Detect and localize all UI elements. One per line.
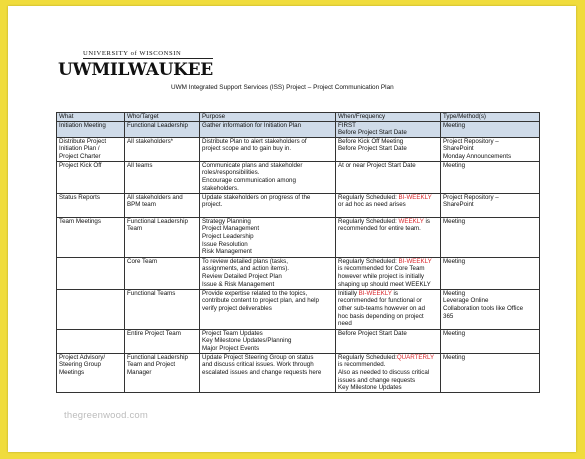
table-row-initiation <box>57 121 540 137</box>
cell-type <box>441 137 540 161</box>
table-row <box>57 137 540 161</box>
cell-type: Meeting <box>441 121 540 137</box>
cell-line: Provide expertise related to the topics, <box>202 289 308 297</box>
cell-line: At or near Project Start Date <box>338 161 416 169</box>
cell-type <box>441 193 540 217</box>
document-title: UWM Integrated Support Services (ISS) Project – Project Communication Plan <box>171 84 394 91</box>
cell-line: shaping up should meet WEEKLY <box>338 280 431 288</box>
cell-what <box>57 217 125 257</box>
cell-line: Also as needed to discuss critical <box>338 368 430 376</box>
cell-line: Team <box>127 225 143 233</box>
cell-line: Collaboration tools like Office <box>443 304 524 312</box>
cell-line: and discuss critical issues. Work through <box>202 361 314 369</box>
cell-line: Meeting <box>443 161 466 169</box>
cell-line: recommended for functional or <box>338 297 422 305</box>
cell-what <box>57 137 125 161</box>
watermark-text: thegreenwood.com <box>64 410 149 421</box>
cell-line: Functional Leadership <box>127 353 188 361</box>
communication-plan-table <box>56 112 540 393</box>
frequency-highlight: BI-WEEKLY <box>398 193 432 201</box>
frequency-suffix: is <box>425 217 430 225</box>
cell-what <box>57 289 125 329</box>
cell-line: recommended for entire team. <box>338 225 421 233</box>
cell-line: Project Kick Off <box>59 161 102 169</box>
cell-line: To review detailed plans (tasks, <box>202 257 288 265</box>
table-header-row <box>57 113 540 122</box>
cell-line: All stakeholders* <box>127 137 174 145</box>
logo-wordmark: UWMILWAUKEE <box>58 60 213 80</box>
table-row <box>57 161 540 193</box>
cell-line: Project Repository – <box>443 137 499 145</box>
cell-when <box>336 329 441 353</box>
cell-type <box>441 329 540 353</box>
cell-line: Status Reports <box>59 193 100 201</box>
frequency-highlight: BI-WEEKLY <box>358 289 392 297</box>
frequency-prefix: Regularly Scheduled: <box>338 353 397 361</box>
table-row <box>57 193 540 217</box>
cell-line: hoc basis depending on project need <box>338 312 424 328</box>
cell-line: Team Meetings <box>59 217 101 225</box>
cell-line: Distribute Plan to alert stakeholders of <box>202 137 307 145</box>
header-who: Who/Target <box>125 113 200 122</box>
cell-line: Update stakeholders on progress of the <box>202 193 311 201</box>
cell-line: Meeting <box>443 217 466 225</box>
table-row <box>57 217 540 257</box>
cell-who: Functional Leadership <box>125 121 200 137</box>
cell-line: 365 <box>443 312 454 320</box>
cell-what <box>57 329 125 353</box>
cell-when-line: FIRST <box>338 121 356 129</box>
cell-line: other sub-teams however on ad <box>338 304 426 312</box>
cell-line: contribute content to project plan, and help <box>202 297 319 305</box>
cell-line: Manager <box>127 368 152 376</box>
cell-line: escalated issues and change requests here <box>202 368 322 376</box>
frequency-highlight: QUARTERLY <box>396 353 435 361</box>
cell-line: roles/responsibilities. <box>202 169 260 177</box>
cell-line: All stakeholders and <box>127 193 183 201</box>
cell-line: Issue & Risk Management <box>202 280 275 288</box>
cell-line: Strategy Planning <box>202 217 251 225</box>
cell-line: Entire Project Team <box>127 329 181 337</box>
cell-line: Monday Announcements <box>443 152 512 160</box>
cell-what <box>57 257 125 289</box>
cell-who <box>125 193 200 217</box>
cell-type <box>441 161 540 193</box>
header-what: What <box>57 113 125 122</box>
cell-who <box>125 353 200 392</box>
cell-line: Project Team Updates <box>202 329 263 337</box>
cell-line: Core Team <box>127 257 158 265</box>
cell-purpose <box>200 217 336 257</box>
cell-what <box>57 193 125 217</box>
cell-line: issues and change requests <box>338 376 416 384</box>
cell-purpose <box>200 329 336 353</box>
cell-line: project scope and to gain buy in. <box>202 145 292 153</box>
cell-line: Meeting <box>443 257 466 265</box>
frequency-highlight: BI-WEEKLY <box>398 257 432 265</box>
cell-purpose <box>200 257 336 289</box>
cell-when <box>336 121 441 137</box>
document-page <box>8 6 576 452</box>
cell-line: verify project deliverables <box>202 304 272 312</box>
cell-purpose <box>200 289 336 329</box>
cell-line: Steering Group <box>59 361 101 369</box>
cell-line <box>338 354 438 362</box>
cell-who <box>125 161 200 193</box>
frequency-prefix: Initially <box>338 289 359 297</box>
cell-when <box>336 193 441 217</box>
cell-line: Before Kick Off Meeting <box>338 137 404 145</box>
cell-when <box>336 353 441 392</box>
cell-line: Project Repository – <box>443 193 499 201</box>
cell-line: Project Advisory/ <box>59 353 106 361</box>
cell-line: Distribute Project <box>59 137 107 145</box>
cell-purpose: Gather information for Initiation Plan <box>200 121 336 137</box>
cell-who <box>125 257 200 289</box>
cell-line: Project Leadership <box>202 232 254 240</box>
cell-what: Initiation Meeting <box>57 121 125 137</box>
cell-when <box>336 289 441 329</box>
cell-line: SharePoint <box>443 201 474 209</box>
cell-line: Communicate plans and stakeholder <box>202 161 303 169</box>
cell-line: is recommended. <box>338 361 386 369</box>
frequency-suffix: is <box>393 289 398 297</box>
frequency-prefix: Regularly Scheduled: <box>338 193 399 201</box>
cell-line: Key Milestone Updates/Planning <box>202 337 292 345</box>
cell-line: Functional Teams <box>127 289 176 297</box>
logo-university-line: UNIVERSITY of WISCONSIN <box>83 50 213 59</box>
cell-line: All teams <box>127 161 153 169</box>
cell-line: or ad hoc as need arises <box>338 201 406 209</box>
cell-line: Initiation Plan / <box>59 145 100 153</box>
cell-line <box>338 290 438 298</box>
cell-line: Meeting <box>443 353 466 361</box>
header-when: When/Frequency <box>336 113 441 122</box>
cell-line: Review Detailed Project Plan <box>202 272 282 280</box>
table-row <box>57 289 540 329</box>
cell-who <box>125 289 200 329</box>
cell-line: Team and Project <box>127 361 176 369</box>
cell-when <box>336 137 441 161</box>
cell-line: SharePoint <box>443 145 474 153</box>
cell-line: project. <box>202 201 223 209</box>
cell-type <box>441 289 540 329</box>
cell-when <box>336 161 441 193</box>
cell-line <box>338 194 438 202</box>
cell-when-line: Before Project Start Date <box>338 129 407 137</box>
cell-line: Meeting <box>443 329 466 337</box>
cell-line: Functional Leadership <box>127 217 188 225</box>
cell-line: is recommended for Core Team <box>338 265 425 273</box>
cell-purpose <box>200 161 336 193</box>
cell-type <box>441 353 540 392</box>
cell-who <box>125 137 200 161</box>
cell-line: however while project is initially <box>338 272 424 280</box>
cell-who <box>125 329 200 353</box>
frequency-prefix: Regularly Scheduled: <box>338 257 399 265</box>
cell-what <box>57 353 125 392</box>
cell-line: Issue Resolution <box>202 240 248 248</box>
cell-line: Project Management <box>202 225 260 233</box>
cell-type <box>441 217 540 257</box>
cell-purpose <box>200 353 336 392</box>
table-row <box>57 329 540 353</box>
cell-line: BPM team <box>127 201 156 209</box>
cell-line: Update Project Steering Group on status <box>202 353 314 361</box>
cell-line: Encourage communication among <box>202 176 296 184</box>
cell-line <box>338 218 438 226</box>
cell-when <box>336 257 441 289</box>
cell-purpose <box>200 137 336 161</box>
cell-line: Before Project Start Date <box>338 329 407 337</box>
cell-who <box>125 217 200 257</box>
cell-line: Before Project Start Date <box>338 145 407 153</box>
frequency-highlight: WEEKLY <box>398 217 424 225</box>
cell-purpose <box>200 193 336 217</box>
cell-line: Risk Management <box>202 248 252 256</box>
cell-line: Meeting <box>443 289 466 297</box>
header-type: Type/Method(s) <box>441 113 540 122</box>
cell-when <box>336 217 441 257</box>
header-purpose: Purpose <box>200 113 336 122</box>
cell-line: Key Milestone Updates <box>338 384 402 392</box>
cell-type <box>441 257 540 289</box>
cell-line: Project Charter <box>59 152 101 160</box>
frequency-prefix: Regularly Scheduled: <box>338 217 399 225</box>
cell-line: stakeholders. <box>202 184 239 192</box>
cell-line: Major Project Events <box>202 344 260 352</box>
cell-line <box>338 258 438 266</box>
cell-line: Leverage Online <box>443 297 489 305</box>
table-row <box>57 257 540 289</box>
cell-what <box>57 161 125 193</box>
cell-line: assignments, and action items). <box>202 265 290 273</box>
cell-line: Meetings <box>59 368 85 376</box>
table-row <box>57 353 540 392</box>
